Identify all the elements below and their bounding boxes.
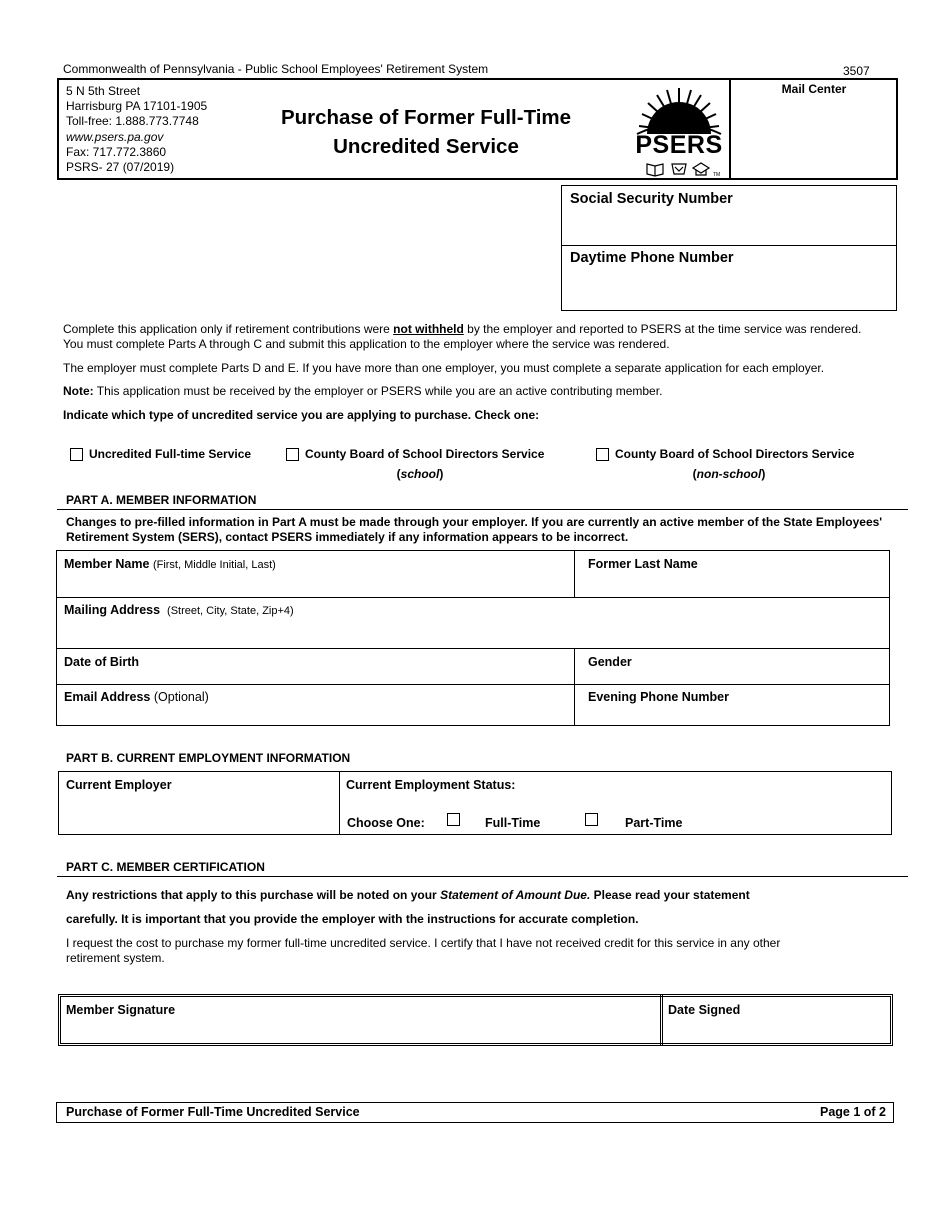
current-employer-input[interactable]: [62, 795, 334, 831]
signature-col-divider: [660, 995, 663, 1045]
employment-col-divider: [339, 771, 340, 835]
intro-paragraph-2: The employer must complete Parts D and E. If you have more than one employer, you must complete a separate application for each employer.: [63, 361, 825, 375]
option-2-sub-text: school: [400, 467, 440, 481]
form-title: [248, 103, 604, 161]
footer-page-number: Page 1 of 2: [820, 1105, 886, 1119]
address-line1: 5 N 5th Street: [66, 84, 141, 98]
indicate-instruction: Indicate which type of uncredited service you are applying to purchase. Check one:: [63, 408, 540, 422]
part-time-checkbox[interactable]: [585, 813, 598, 826]
note-label: Note:: [63, 384, 94, 398]
full-time-label: Full-Time: [485, 816, 541, 830]
email-label-text: Email Address: [64, 690, 151, 704]
fax-number: Fax: 717.772.3860: [66, 144, 167, 159]
member-info-col-divider-2: [574, 648, 575, 726]
dob-label: Date of Birth: [64, 655, 139, 669]
part-b-heading: PART B. CURRENT EMPLOYMENT INFORMATION: [66, 751, 351, 765]
id-box-divider: [561, 245, 897, 246]
form-number: PSRS- 27 (07/2019): [66, 160, 175, 175]
option-uncredited-full-time[interactable]: [70, 447, 251, 461]
note-text: This application must be received by the employer or PSERS while you are an active contributing member.: [93, 384, 663, 398]
uncredited-full-time-checkbox[interactable]: [70, 448, 83, 461]
footer-title: Purchase of Former Full-Time Uncredited Service: [66, 1105, 360, 1119]
intro-text-a: Complete this application only if retirement contributions were: [63, 322, 394, 336]
choose-one-label: Choose One:: [347, 816, 425, 830]
evening-phone-input[interactable]: [580, 706, 885, 723]
former-last-name-input[interactable]: [580, 574, 885, 594]
full-time-checkbox[interactable]: [447, 813, 460, 826]
member-name-label: [64, 557, 276, 571]
agency-name: Commonwealth of Pennsylvania - Public School Employees' Retirement System: [63, 62, 489, 76]
option-county-board-school[interactable]: [286, 447, 544, 461]
option-3-sub-text: non-school: [696, 467, 762, 481]
address-line2: Harrisburg PA 17101-1905: [66, 99, 208, 114]
option-3-label: County Board of School Directors Service: [615, 447, 855, 461]
mailing-address-label-text: Mailing Address: [64, 603, 161, 617]
member-signature-label: Member Signature: [66, 1003, 176, 1017]
current-employer-label: Current Employer: [66, 778, 172, 792]
restrictions-line1: [66, 888, 750, 902]
ssn-input[interactable]: [566, 212, 892, 242]
member-info-row-divider-2: [56, 648, 890, 649]
daytime-phone-label: Daytime Phone Number: [570, 250, 734, 266]
certification-text: I request the cost to purchase my former full-time uncredited service. I certify that I have not received credit for this service in any other retirement system.: [66, 936, 781, 965]
member-signature-field[interactable]: [64, 1018, 654, 1040]
mailing-address-hint: (Street, City, State, Zip+4): [167, 605, 294, 617]
option-2-label: County Board of School Directors Service: [305, 447, 545, 461]
date-signed-label: Date Signed: [668, 1003, 741, 1017]
mailing-address-label: [64, 603, 294, 617]
date-signed-field[interactable]: [667, 1018, 885, 1040]
part-c-rule: [57, 876, 908, 877]
gender-input[interactable]: [650, 652, 885, 680]
former-last-name-label: Former Last Name: [588, 557, 698, 571]
email-label: [64, 690, 209, 704]
county-board-school-checkbox[interactable]: [286, 448, 299, 461]
member-name-label-text: Member Name: [64, 557, 150, 571]
daytime-phone-input[interactable]: [566, 272, 892, 306]
gender-label: Gender: [588, 655, 632, 669]
form-code: 3507: [843, 64, 870, 78]
member-info-row-divider-1: [56, 597, 890, 598]
tollfree-number: Toll-free: 1.888.773.7748: [66, 114, 199, 129]
website-link[interactable]: www.psers.pa.gov: [66, 129, 164, 144]
employment-status-label: Current Employment Status:: [346, 778, 516, 792]
option-1-label: Uncredited Full-time Service: [89, 447, 252, 461]
email-input[interactable]: [60, 706, 570, 723]
mail-center-label: Mail Center: [781, 82, 847, 96]
option-2-sub: (school): [396, 467, 444, 481]
restrictions-text-b: Please read your statement: [590, 888, 750, 902]
svg-text:TM: TM: [713, 172, 721, 178]
part-a-heading: PART A. MEMBER INFORMATION: [66, 493, 257, 507]
dob-input[interactable]: [170, 652, 570, 680]
title-line2: Uncredited Service: [333, 135, 519, 158]
psers-logo: [633, 84, 725, 178]
note-paragraph: [63, 384, 662, 398]
mailing-address-input[interactable]: [60, 620, 885, 644]
part-a-rule: [57, 509, 908, 510]
agency-contact: [66, 84, 207, 175]
option-3-sub: (non-school): [692, 467, 766, 481]
ssn-label: Social Security Number: [570, 191, 733, 207]
intro-emphasis: not withheld: [393, 322, 464, 336]
option-county-board-non-school[interactable]: [596, 447, 854, 461]
intro-text-line2: You must complete Parts A through C and submit this application to the employer where the service was rendered.: [63, 337, 670, 351]
statement-of-amount-due: Statement of Amount Due.: [440, 888, 591, 902]
intro-paragraph-1: [63, 322, 903, 352]
intro-text-b: by the employer and reported to PSERS at the time service was rendered.: [463, 322, 862, 336]
member-info-col-divider-1: [574, 550, 575, 597]
logo-text: PSERS: [635, 131, 723, 159]
email-hint: (Optional): [153, 690, 209, 704]
evening-phone-label: Evening Phone Number: [588, 690, 729, 704]
member-name-hint: (First, Middle Initial, Last): [152, 559, 276, 571]
title-line1: Purchase of Former Full-Time: [280, 106, 572, 129]
member-info-row-divider-3: [56, 684, 890, 685]
county-board-non-school-checkbox[interactable]: [596, 448, 609, 461]
member-name-input[interactable]: [60, 574, 570, 594]
part-time-label: Part-Time: [625, 816, 683, 830]
part-a-notice: Changes to pre-filled information in Part A must be made through your employer. If you are currently an active member of the State Employees' Retirement System (SERS), contact PSERS immediately if any information appears to be incorrect.: [66, 515, 883, 544]
restrictions-text-a: Any restrictions that apply to this purchase will be noted on your: [66, 888, 441, 902]
part-c-heading: PART C. MEMBER CERTIFICATION: [66, 860, 265, 874]
restrictions-line2: carefully. It is important that you provide the employer with the instructions for accurate completion.: [66, 912, 639, 926]
